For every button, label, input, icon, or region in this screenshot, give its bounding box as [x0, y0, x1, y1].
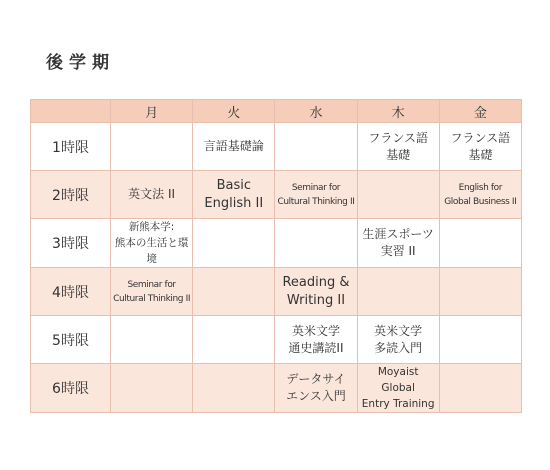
class-cell-tue	[193, 268, 275, 316]
period-row-3	[31, 219, 522, 268]
class-name: データサイ エンス入門	[286, 372, 346, 403]
period-row-6	[31, 364, 522, 413]
class-cell-thu	[357, 171, 439, 219]
class-name: Basic English II	[204, 177, 264, 211]
period-label: 1時限	[31, 123, 111, 171]
day-header-row	[31, 100, 522, 123]
class-name: 生涯スポーツ 実習 II	[362, 227, 434, 258]
period-row-1	[31, 123, 522, 171]
term-title: 後学期	[46, 53, 115, 73]
class-cell-tue	[193, 316, 275, 364]
class-cell-mon	[111, 268, 193, 316]
class-cell-tue	[193, 364, 275, 413]
class-cell-tue	[193, 171, 275, 219]
period-label: 2時限	[31, 171, 111, 219]
class-name: Moyaist Global Entry Training	[361, 366, 435, 410]
timetable	[30, 99, 522, 413]
class-cell-thu	[357, 316, 439, 364]
class-cell-wed	[275, 123, 357, 171]
day-header-wed: 水	[275, 100, 357, 123]
class-cell-thu	[357, 364, 439, 413]
class-cell-wed	[275, 268, 357, 316]
class-cell-fri	[439, 123, 521, 171]
class-name: フランス語 基礎	[368, 130, 428, 162]
day-header-thu: 木	[357, 100, 439, 123]
class-cell-fri	[439, 316, 521, 364]
class-cell-fri	[439, 364, 521, 413]
class-cell-fri	[439, 219, 521, 268]
class-cell-fri	[439, 171, 521, 219]
class-cell-wed	[275, 364, 357, 413]
class-name: 英米文学 多読入門	[374, 323, 423, 355]
class-name: 英米文学 通史講読II	[288, 323, 344, 355]
period-label: 3時限	[31, 219, 111, 268]
period-row-2	[31, 171, 522, 219]
class-cell-mon	[111, 364, 193, 413]
day-header-fri: 金	[439, 100, 521, 123]
class-name: 英文法 II	[128, 187, 176, 201]
period-label: 6時限	[31, 364, 111, 413]
class-name: Seminar for Cultural Thinking II	[113, 279, 191, 304]
period-row-4	[31, 268, 522, 316]
class-cell-tue	[193, 123, 275, 171]
class-cell-thu	[357, 268, 439, 316]
class-cell-wed	[275, 219, 357, 268]
class-cell-thu	[357, 123, 439, 171]
class-name: Seminar for Cultural Thinking II	[277, 182, 355, 207]
class-name: English for Global Business II	[444, 182, 517, 207]
class-cell-wed	[275, 171, 357, 219]
day-header-tue: 火	[193, 100, 275, 123]
period-row-5	[31, 316, 522, 364]
period-label: 4時限	[31, 268, 111, 316]
class-name: フランス語 基礎	[450, 130, 511, 162]
class-cell-mon	[111, 123, 193, 171]
class-cell-wed	[275, 316, 357, 364]
class-cell-mon	[111, 171, 193, 219]
class-name: 新熊本学: 熊本の生活と環境	[114, 221, 189, 265]
period-label: 5時限	[31, 316, 111, 364]
class-cell-mon	[111, 316, 193, 364]
corner-cell	[31, 100, 111, 123]
day-header-mon: 月	[111, 100, 193, 123]
class-cell-thu	[357, 219, 439, 268]
class-name: Reading & Writing II	[282, 274, 350, 308]
class-name: 言語基礎論	[203, 139, 264, 153]
class-cell-mon	[111, 219, 193, 268]
class-cell-tue	[193, 219, 275, 268]
class-cell-fri	[439, 268, 521, 316]
